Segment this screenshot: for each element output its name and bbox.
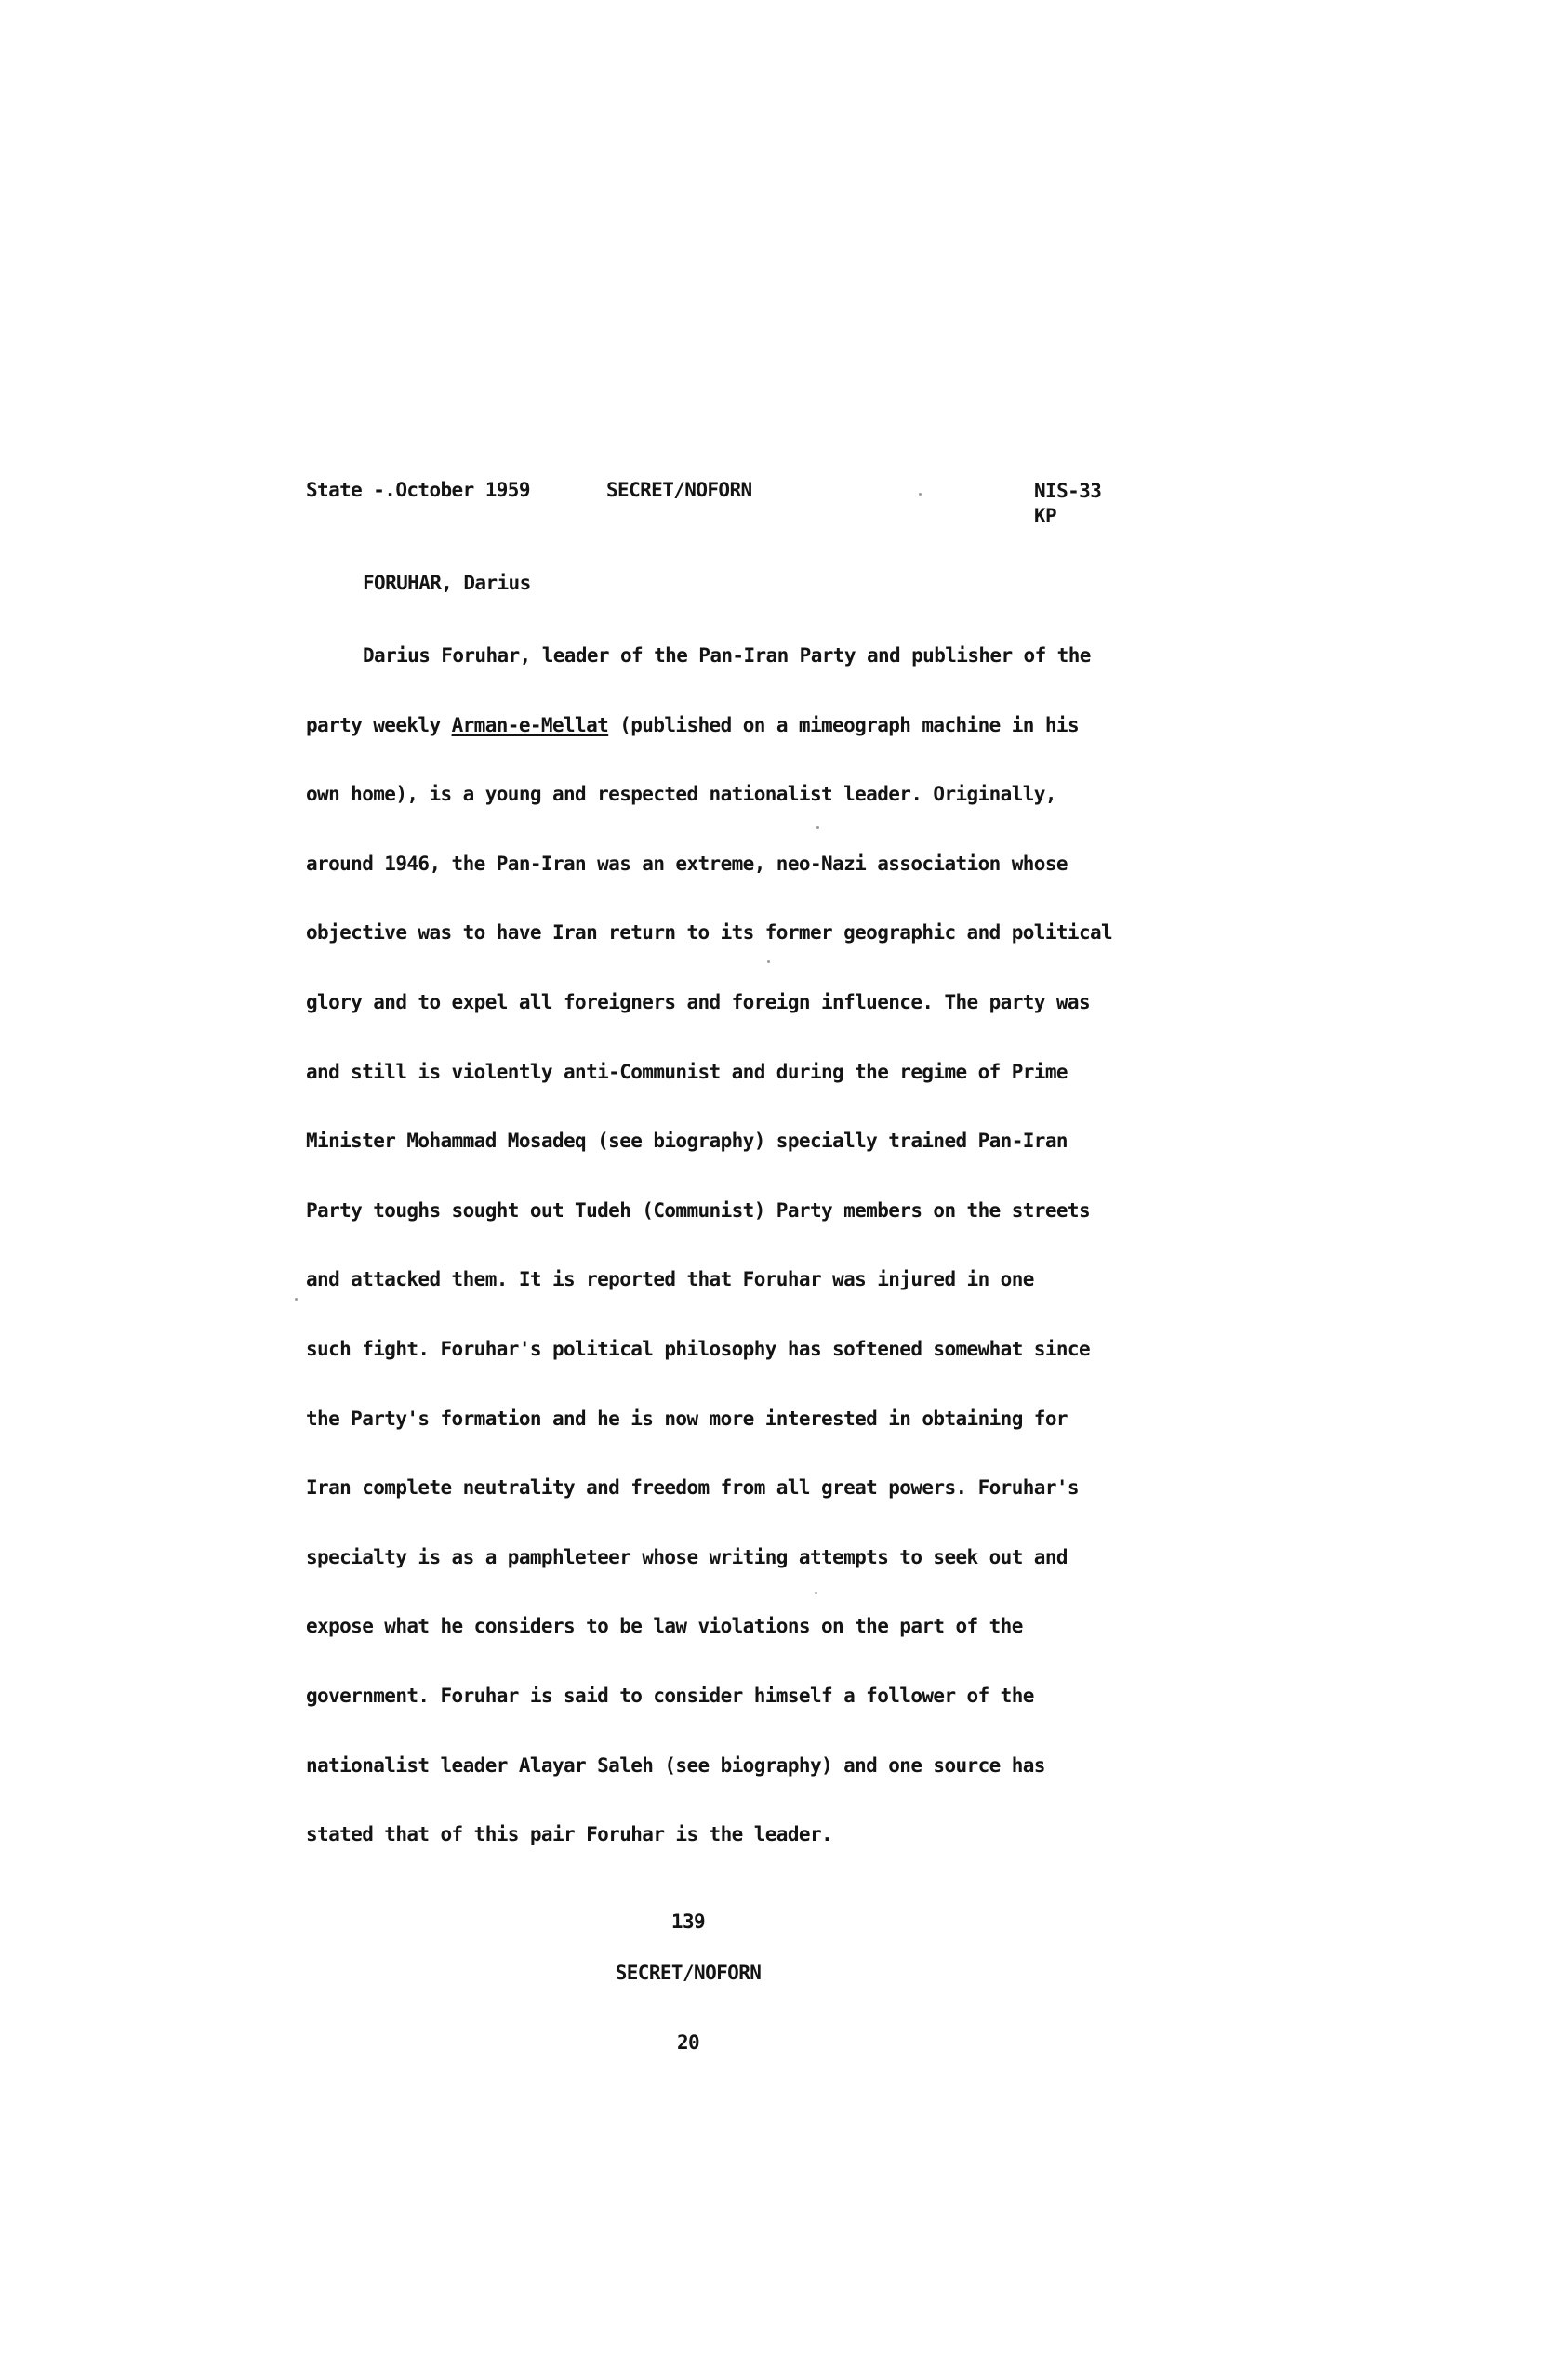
header-reference-country: KP bbox=[1034, 505, 1057, 527]
scan-speck bbox=[815, 1592, 817, 1594]
body-line: nationalist leader Alayar Saleh (see biography) and one source has bbox=[306, 1753, 1045, 1777]
body-line: own home), is a young and respected nationalist leader. Originally, bbox=[306, 783, 1056, 806]
footer-page-number: 139 bbox=[670, 1911, 706, 1933]
publication-title: Arman-e-Mellat bbox=[451, 713, 609, 736]
header-source-date: State -.October 1959 bbox=[306, 479, 530, 501]
body-line-lead: party weekly bbox=[306, 713, 452, 736]
body-line: and attacked them. It is reported that Foruhar was injured in one bbox=[306, 1268, 1034, 1291]
body-line: expose what he considers to be law violations on the part of the bbox=[306, 1615, 1023, 1638]
header-reference-code: NIS-33 bbox=[1034, 480, 1102, 502]
scan-speck bbox=[767, 960, 770, 963]
scan-speck bbox=[295, 1298, 298, 1301]
body-line: around 1946, the Pan-Iran was an extreme, neo-Nazi association whose bbox=[306, 852, 1068, 875]
body-line: Iran complete neutrality and freedom from all great powers. Foruhar's bbox=[306, 1476, 1079, 1500]
body-line: government. Foruhar is said to consider himself a follower of the bbox=[306, 1684, 1034, 1707]
biography-paragraph bbox=[306, 641, 1236, 1890]
body-line: stated that of this pair Foruhar is the leader. bbox=[306, 1823, 833, 1846]
body-line-rest: (published on a mimeograph machine in his bbox=[608, 713, 1079, 736]
footer-classification: SECRET/NOFORN bbox=[615, 1962, 762, 1984]
body-line: the Party's formation and he is now more interested in obtaining for bbox=[306, 1407, 1068, 1430]
body-line bbox=[306, 711, 1236, 781]
scan-speck bbox=[816, 826, 819, 829]
scan-speck bbox=[919, 493, 922, 496]
subject-name-heading: FORUHAR, Darius bbox=[363, 572, 531, 594]
body-line: specialty is as a pamphleteer whose writing attempts to seek out and bbox=[306, 1545, 1068, 1568]
footer-sheet-number: 20 bbox=[676, 2031, 700, 2054]
header-reference bbox=[1034, 479, 1101, 529]
body-line: and still is violently anti-Communist and during the regime of Prime bbox=[306, 1060, 1068, 1083]
body-line: Party toughs sought out Tudeh (Communist) Party members on the streets bbox=[306, 1198, 1091, 1222]
body-line: glory and to expel all foreigners and foreign influence. The party was bbox=[306, 990, 1091, 1013]
body-line: objective was to have Iran return to its former geographic and political bbox=[306, 921, 1113, 945]
body-line: Minister Mohammad Mosadeq (see biography) specially trained Pan-Iran bbox=[306, 1130, 1068, 1153]
body-line: such fight. Foruhar's political philosophy has softened somewhat since bbox=[306, 1337, 1091, 1360]
body-line: Darius Foruhar, leader of the Pan-Iran Party and publisher of the bbox=[363, 644, 1091, 667]
header-classification: SECRET/NOFORN bbox=[606, 479, 752, 501]
